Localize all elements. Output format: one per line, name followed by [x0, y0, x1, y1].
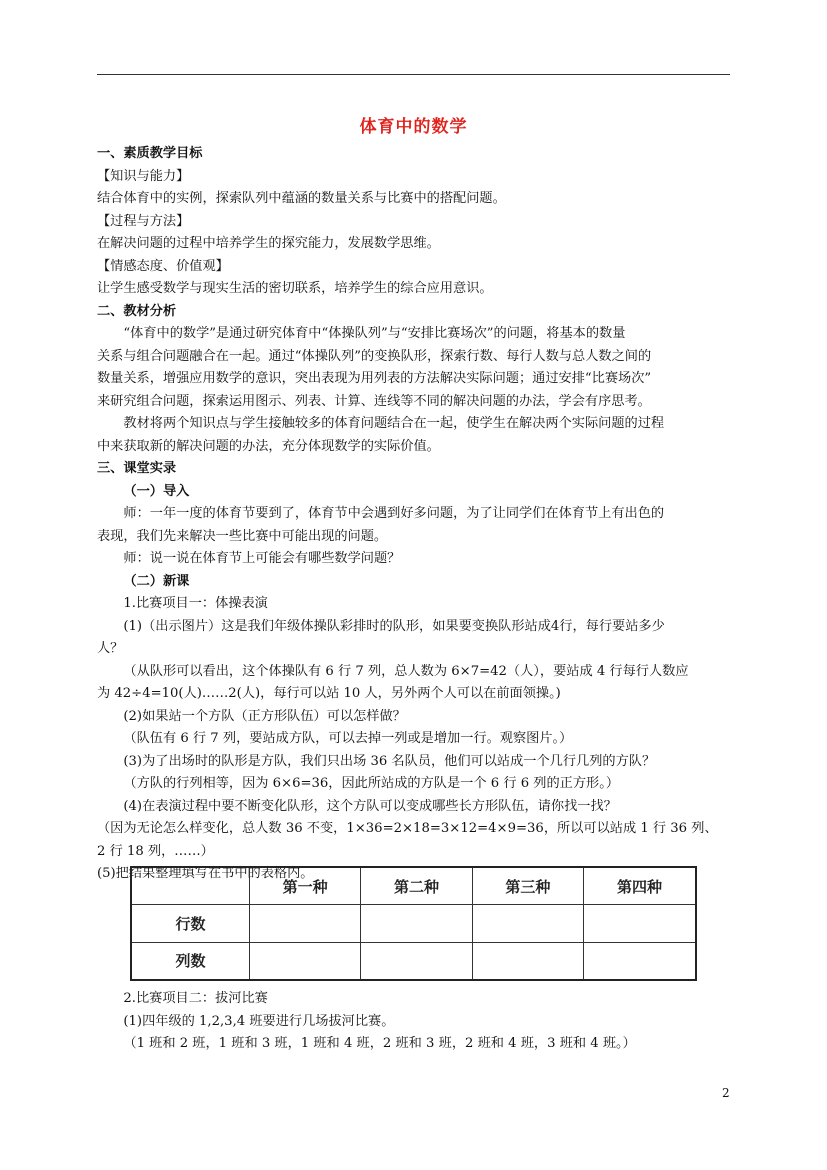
table-row	[131, 905, 696, 942]
text-line: 中来获取新的解决问题的办法，充分体现数学的实际价值。	[97, 438, 440, 454]
table-cell	[472, 942, 583, 980]
text-line: 数量关系，增强应用数学的意识，突出表现为用列表的方法解决实际问题；通过安排“比赛场次”	[97, 371, 652, 386]
table-cell	[472, 905, 583, 942]
section-heading: 二、教材分析	[97, 303, 177, 319]
text-line: (5)把结果整理填写在书中的表格内。	[97, 866, 314, 881]
table-cell	[250, 942, 361, 980]
text-line: 关系与组合问题融合在一起。通过“体操队列”的变换队形，探索行数、每行人数与总人数之间的	[97, 348, 652, 364]
text-line: 【情感态度、价值观】	[97, 258, 229, 274]
table-header-row	[131, 867, 696, 905]
text-line: (2)如果站一个方队（正方形队伍）可以怎样做？	[123, 708, 406, 724]
row-label-rows: 行数	[131, 905, 250, 942]
result-table	[130, 866, 697, 981]
page-number: 2	[722, 1086, 730, 1100]
text-line: 2 行 18 列，……）	[97, 843, 214, 859]
table-header-cell: 第二种	[361, 867, 472, 905]
table-header-cell: 第四种	[583, 867, 696, 905]
text-line: 【过程与方法】	[97, 213, 190, 229]
text-line: 结合体育中的实例，探索队列中蕴涵的数量关系与比赛中的搭配问题。	[97, 191, 506, 206]
text-line: 为 42÷4=10(人)……2(人)，每行可以站 10 人，另外两个人可以在前面领操。)	[97, 686, 561, 701]
text-line: （因为无论怎么样变化，总人数 36 不变，1×36=2×18=3×12=4×9=36，所以可以站成 1 行 36 列、	[97, 821, 718, 836]
text-line: 师：一年一度的体育节要到了，体育节中会遇到好多问题，为了让同学们在体育节上有出色的	[123, 506, 665, 521]
text-line: 教材将两个知识点与学生接触较多的体育问题结合在一起，使学生在解决两个实际问题的过程	[123, 416, 665, 431]
text-line: 1.比赛项目一：体操表演	[123, 596, 268, 611]
text-line: “体育中的数学”是通过研究体育中“体操队列”与“安排比赛场次”的问题，将基本的数量	[123, 326, 626, 341]
table-row	[131, 942, 696, 980]
text-line: 【知识与能力】	[97, 168, 190, 184]
table-cell	[583, 905, 696, 942]
section-heading: 三、课堂实录	[97, 461, 177, 476]
text-line: 在解决问题的过程中培养学生的探究能力，发展数学思维。	[97, 236, 440, 251]
text-line: 来研究组合问题，探索运用图示、列表、计算、连线等不同的解决问题的办法，学会有序思考。	[97, 393, 651, 409]
table-corner-cell	[131, 867, 250, 905]
text-line: （1 班和 2 班，1 班和 3 班，1 班和 4 班，2 班和 3 班，2 班和 4 班，3 班和 4 班。）	[123, 1036, 636, 1051]
table-header-cell: 第三种	[472, 867, 583, 905]
table-cell	[583, 942, 696, 980]
table-cell	[361, 942, 472, 980]
section-heading: 一、素质教学目标	[97, 146, 203, 161]
text-line: 2.比赛项目二：拔河比赛	[123, 991, 268, 1006]
table-cell	[361, 905, 472, 942]
text-line: （从队形可以看出，这个体操队有 6 行 7 列，总人数为 6×7=42（人），要站成 4 行每行人数应	[123, 663, 689, 679]
section-heading: （二）新课	[123, 573, 190, 589]
text-line: (1)四年级的 1,2,3,4 班要进行几场拔河比赛。	[123, 1013, 395, 1029]
text-line: 让学生感受数学与现实生活的密切联系，培养学生的综合应用意识。	[97, 281, 493, 296]
text-line: (1)（出示图片）这是我们年级体操队彩排时的队形，如果要变换队形站成4行，每行要站多少	[123, 618, 665, 634]
text-line: 师：说一说在体育节上可能会有哪些数学问题？	[123, 551, 401, 566]
table-header-cell: 第一种	[250, 867, 361, 905]
text-line: 表现，我们先来解决一些比赛中可能出现的问题。	[97, 528, 388, 544]
header-rule	[97, 74, 730, 75]
text-line: 人？	[97, 641, 124, 656]
row-label-columns: 列数	[131, 942, 250, 980]
text-line: （队伍有 6 行 7 列，要站成方队，可以去掉一列或是增加一行。观察图片。）	[123, 731, 573, 746]
text-line: （方队的行列相等，因为 6×6=36，因此所站成的方队是一个 6 行 6 列的正方形。）	[123, 776, 620, 791]
text-line: (3)为了出场时的队形是方队，我们只出场 36 名队员，他们可以站成一个几行几列的方队？	[123, 753, 656, 769]
section-heading: （一）导入	[123, 483, 190, 499]
table-cell	[250, 905, 361, 942]
page-title: 体育中的数学	[359, 117, 468, 137]
text-line: (4)在表演过程中要不断变化队形，这个方队可以变成哪些长方形队伍，请你找一找？	[123, 798, 617, 814]
